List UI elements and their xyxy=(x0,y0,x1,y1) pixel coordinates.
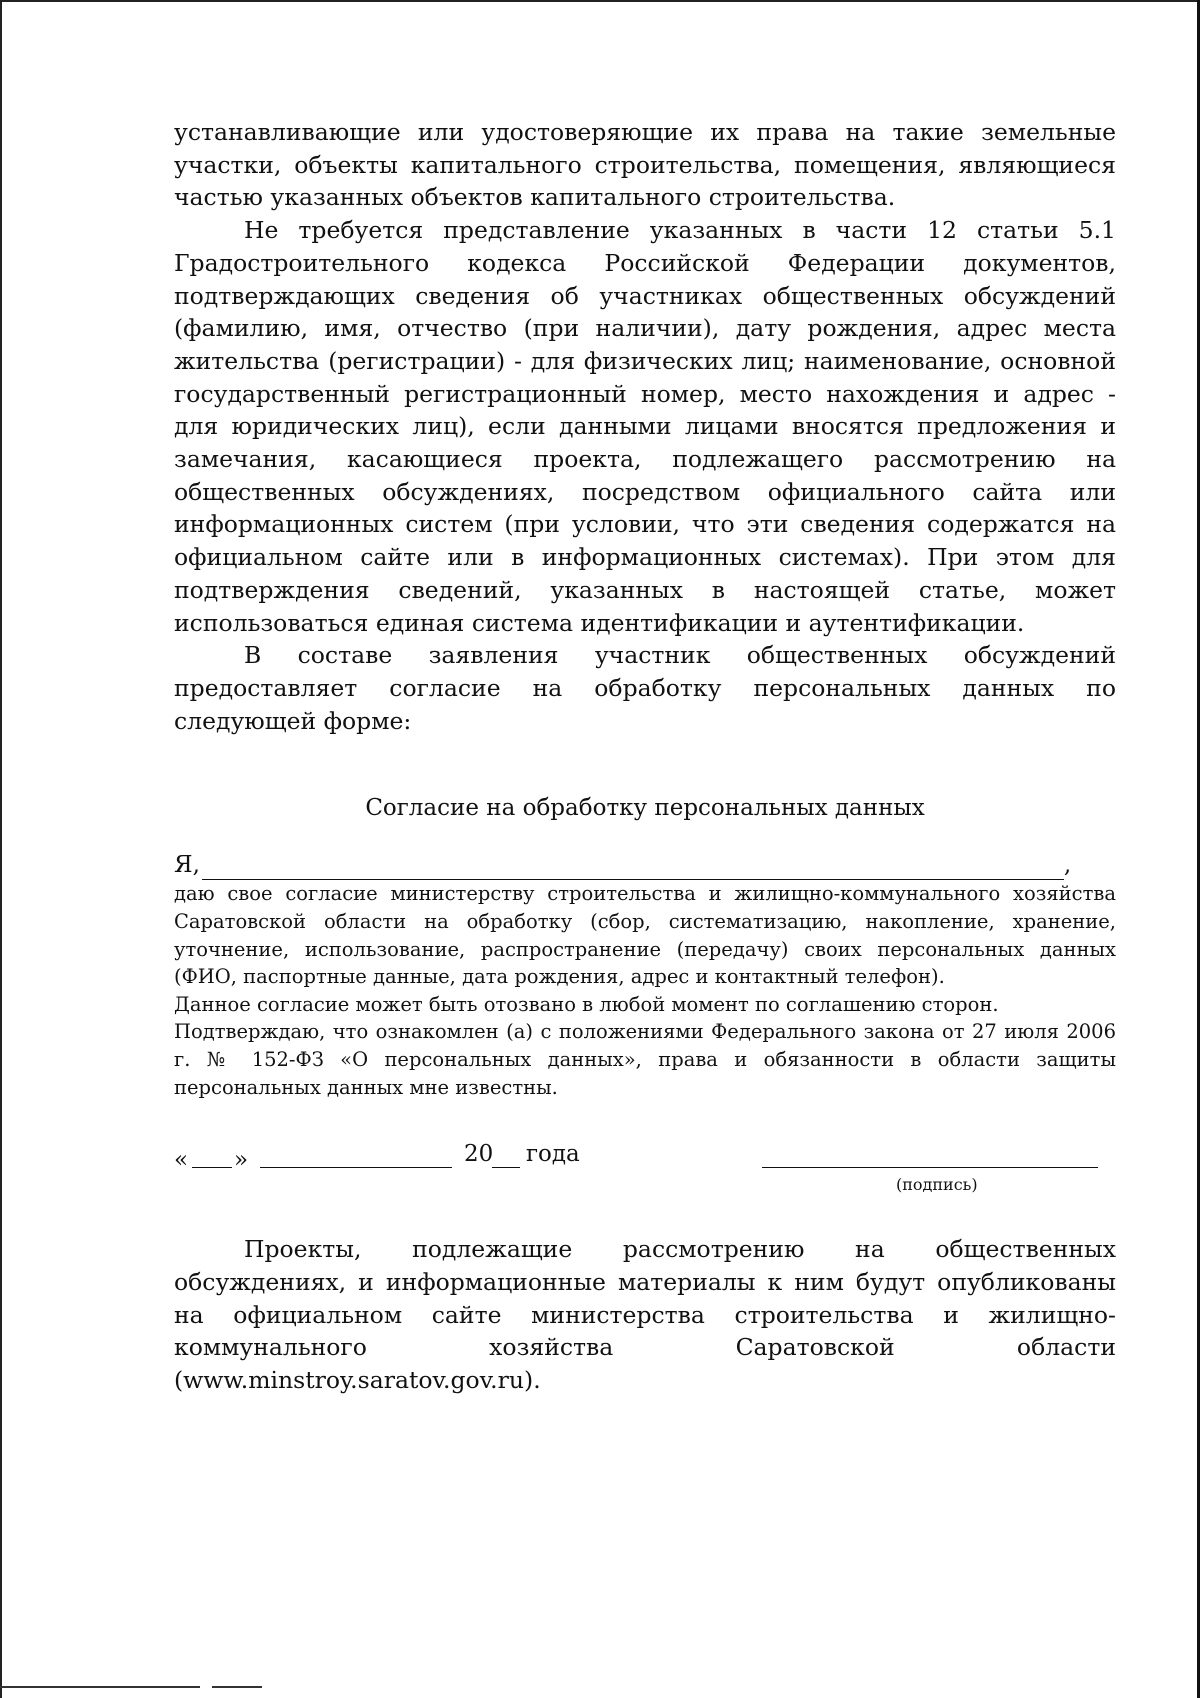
consent-text-acknowledgement: Подтверждаю, что ознакомлен (а) с положениями Федерального закона от 27 июля 2006 г. № 152-ФЗ «О персональных данных», права и обязанности в области защиты персональных данных мне известны. xyxy=(174,1020,1116,1099)
year-blank-field xyxy=(492,1145,520,1168)
consent-text-revocation: Данное согласие может быть отозвано в любой момент по соглашению сторон. xyxy=(174,992,999,1016)
year-suffix: года xyxy=(526,1141,580,1168)
footer-scan-dash xyxy=(212,1686,262,1688)
paragraph-rights-documents: устанавливающие или удостоверяющие их права на такие земельные участки, объекты капитального строительства, помещения, являющиеся частью указанных объектов капитального строительства. xyxy=(174,118,1116,212)
paragraph-publication: Проекты, подлежащие рассмотрению на общественных обсуждениях, и информационные материалы к ним будут опубликованы на официальном сайте министерства строительства и жилищно-коммунального хозяйства Саратовской области (www.minstroy.saratov.gov.ru). xyxy=(174,1235,1116,1394)
footer-scan-line xyxy=(0,1686,200,1688)
signature-caption: (подпись) xyxy=(896,1175,978,1195)
year-prefix: 20 xyxy=(464,1141,494,1168)
date-close-quote: » xyxy=(234,1147,249,1174)
name-blank-field xyxy=(202,857,1064,880)
consent-text-agreement: даю свое согласие министерству строительства и жилищно-коммунального хозяйства Саратовской области на обработку (сбор, систематизацию, накопление, хранение, уточнение, использование, распространение (передачу) своих персональных данных (ФИО, паспортные данные, дата рождения, адрес и контактный телефон). xyxy=(174,882,1116,989)
scan-border-left xyxy=(0,0,2,1698)
consent-name-line xyxy=(174,850,1116,880)
consent-title: Согласие на обработку персональных данных xyxy=(365,795,925,822)
paragraph-not-required: Не требуется представление указанных в части 12 статьи 5.1 Градостроительного кодекса Российской Федерации документов, подтверждающих сведения об участниках общественных обсуждений (фамилию, имя, отчество (при наличии), дату рождения, адрес места жительства (регистрации) - для физических лиц; наименование, основной государственный регистрационный номер, место нахождения и адрес - для юридических лиц), если данными лицами вносятся предложения и замечания, касающиеся проекта, подлежащего рассмотрению на общественных обсуждениях, посредством официального сайта или информационных систем (при условии, что эти сведения содержатся на официальном сайте или в информационных системах). При этом для подтверждения сведений, указанных в настоящей статье, может использоваться единая система идентификации и аутентификации. xyxy=(174,216,1116,637)
signature-blank-field xyxy=(762,1145,1098,1168)
ya-label: Я, xyxy=(174,852,200,879)
scan-border-top xyxy=(0,0,1200,2)
ya-comma: , xyxy=(1063,852,1072,879)
date-signature-row xyxy=(174,1141,1116,1195)
day-blank-field xyxy=(192,1145,232,1168)
paragraph-consent-intro: В составе заявления участник общественных обсуждений предоставляет согласие на обработку персональных данных по следующей форме: xyxy=(174,641,1116,735)
document-page xyxy=(174,116,1116,1420)
date-open-quote: « xyxy=(174,1147,189,1174)
month-blank-field xyxy=(260,1145,452,1168)
